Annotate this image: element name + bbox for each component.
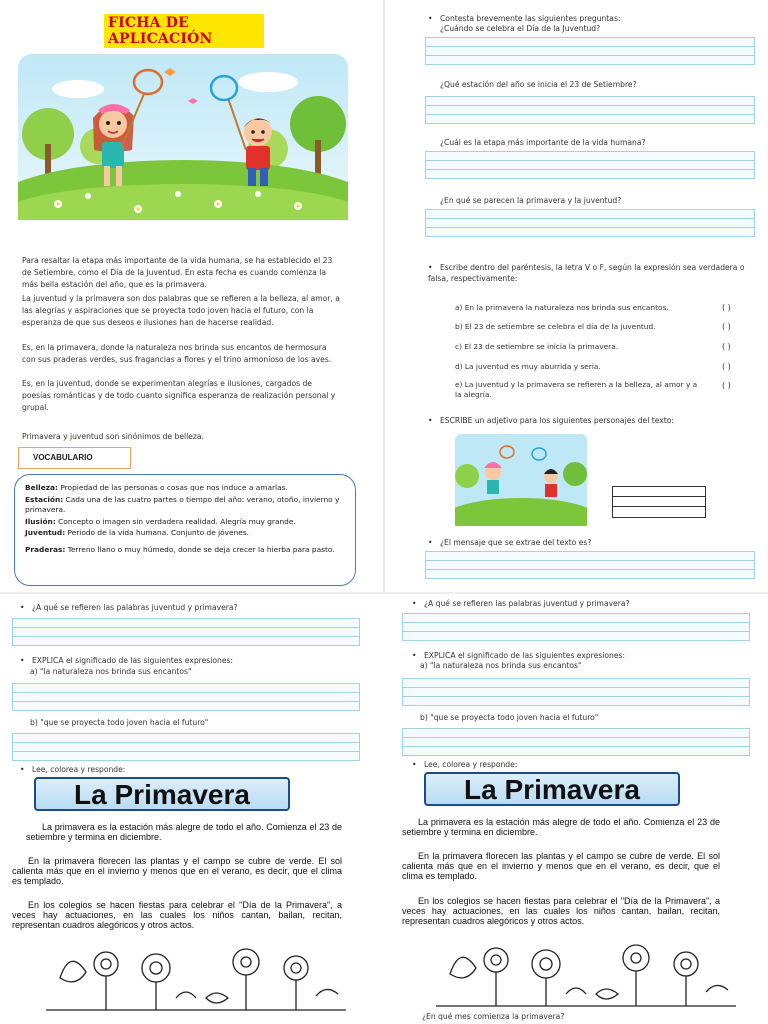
page-divider-vertical: [383, 0, 385, 592]
tf-item-b: b) El 23 de setiembre se celebra el día de la juventud.: [455, 322, 656, 331]
question-4: ¿En qué se parecen la primavera y la juventud?: [440, 196, 622, 205]
worksheet-title: FICHA DE APLICACIÓN: [104, 14, 264, 48]
answer-lines-words-copy[interactable]: [402, 613, 750, 641]
primavera-paragraph-3: En los colegios se hacen fiestas para celebrar el "Día de la Primavera", a veces hay actuaciones, en las cuales los niños cantan, bailan, recitan, representan cuadros alegóricos y otros actos.: [12, 900, 342, 930]
primavera-paragraph-2: En la primavera florecen las plantas y el campo se cubre de verde. El sol calienta más que en el invierno y menos que en el verano, es decir, que el clima es templado.: [12, 856, 342, 886]
primavera-paragraph-3-copy: En los colegios se hacen fiestas para celebrar el "Día de la Primavera", a veces hay actuaciones, en las cuales los niños cantan, bailan, recitan, representan cuadros alegóricos y otros actos.: [402, 896, 720, 926]
tf-answer-e[interactable]: ( ): [722, 381, 731, 390]
question-2: ¿Qué estación del año se inicia el 23 de Setiembre?: [440, 80, 637, 89]
primavera-banner: La Primavera: [34, 777, 290, 811]
answer-lines-expr-b[interactable]: [12, 733, 360, 761]
answer-lines-2[interactable]: [425, 96, 755, 124]
instruction-adjective: • ESCRIBE un adjetivo para los siguientes personajes del texto:: [428, 416, 754, 426]
answer-lines-message[interactable]: [425, 551, 755, 579]
instruction-answer-questions: • Contesta brevemente las siguientes preguntas:: [428, 14, 748, 24]
instruction-explain-copy: • EXPLICA el significado de las siguientes expresiones:: [412, 651, 752, 661]
question-words-meaning-copy: • ¿A qué se refieren las palabras juventud y primavera?: [412, 599, 752, 609]
instruction-read-color: • Lee, colorea y responde:: [20, 765, 360, 775]
tf-item-c: c) El 23 de setiembre se inicia la primavera.: [455, 342, 619, 351]
vocab-entry: Praderas: Terreno llano o muy húmedo, donde se deja crecer la hierba para pasto.: [25, 544, 335, 554]
adjective-answer-table[interactable]: [612, 486, 706, 518]
tf-answer-a[interactable]: ( ): [722, 303, 731, 312]
intro-paragraph-1: Para resaltar la etapa más importante de la vida humana, se ha establecido el 23 de Setiembre, como el Día de la Juventud. En esta fecha es cuando comienza la más bella estación del año, que es la primavera.: [22, 256, 333, 289]
vocab-entry: Belleza: Propiedad de las personas o cosas que nos induce a amarlas.: [25, 483, 288, 492]
answer-lines-3[interactable]: [425, 151, 755, 179]
expression-b-copy: b) "que se proyecta todo joven hacia el futuro": [420, 713, 599, 722]
expression-a: a) "la naturaleza nos brinda sus encantos": [30, 667, 192, 676]
answer-lines-words[interactable]: [12, 618, 360, 646]
tf-item-a: a) En la primavera la naturaleza nos brinda sus encantos.: [455, 303, 669, 312]
expression-b: b) "que se proyecta todo joven hacia el futuro": [30, 718, 209, 727]
final-question: ¿En qué mes comienza la primavera?: [422, 1012, 565, 1021]
vocab-entry: Juventud: Periodo de la vida humana. Conjunto de jóvenes.: [25, 528, 250, 537]
flowers-coloring-illustration-copy: [436, 934, 736, 1008]
expression-a-copy: a) "la naturaleza nos brinda sus encantos": [420, 661, 582, 670]
message-question: • ¿El mensaje que se extrae del texto es?: [428, 538, 754, 548]
intro-paragraph-4: Es, en la juventud, donde se experimentan alegrías e ilusiones, cargados de poesías románticas y de todo cuanto significa esperanza de realización personal y grupal.: [22, 379, 336, 412]
tf-item-e: e) La juventud y la primavera se refieren a la belleza, al amor y a la alegría.: [455, 380, 698, 399]
answer-lines-expr-a-copy[interactable]: [402, 678, 750, 706]
answer-lines-expr-b-copy[interactable]: [402, 728, 750, 756]
answer-lines-1[interactable]: [425, 37, 755, 65]
intro-paragraph-3: Es, en la primavera, donde la naturaleza nos brinda sus encantos de hermosura con sus praderas verdes, sus fragancias a flores y el trino armonioso de los aves.: [22, 343, 332, 364]
intro-paragraph-5: Primavera y juventud son sinónimos de belleza.: [22, 432, 204, 441]
primavera-paragraph-2-copy: En la primavera florecen las plantas y el campo se cubre de verde. El sol calienta más que en el invierno y menos que en el verano, es decir, que el clima es templado.: [402, 851, 720, 881]
page-divider-horizontal: [0, 592, 768, 594]
instruction-true-false: • Escribe dentro del paréntesis, la letra V o F, según la expresión sea verdadera o falsa, respectivamente:: [428, 262, 754, 284]
vocab-entry: Estación: Cada una de las cuatro partes o tiempo del año: verano, otoño, invierno y primavera.: [25, 494, 340, 514]
tf-answer-d[interactable]: ( ): [722, 362, 731, 371]
question-3: ¿Cuál es la etapa más importante de la vida humana?: [440, 138, 646, 147]
vocabulary-box: [14, 474, 356, 586]
kids-thumbnail-illustration: [455, 434, 587, 526]
instruction-read-color-copy: • Lee, colorea y responde:: [412, 760, 752, 770]
intro-paragraph-2: La juventud y la primavera son dos palabras que se refieren a la belleza, al amor, a las alegrías y aspiraciones que se proyecta todo joven hacia el futuro, con la esperanza de que sus deseos e ilusiones han de hacerse realidad.: [22, 294, 340, 327]
vocabulary-label: VOCABULARIO: [18, 447, 131, 469]
vocab-entry: Ilusión: Concepto o imagen sin verdadera realidad. Alegría muy grande.: [25, 516, 296, 526]
answer-lines-expr-a[interactable]: [12, 683, 360, 711]
primavera-paragraph-1: La primavera es la estación más alegre de todo el año. Comienza el 23 de setiembre y termina en diciembre.: [26, 822, 342, 842]
answer-lines-4[interactable]: [425, 209, 755, 237]
tf-item-d: d) La juventud es muy aburrida y seria.: [455, 362, 601, 371]
flowers-coloring-illustration: [46, 938, 346, 1012]
instruction-explain: • EXPLICA el significado de las siguientes expresiones:: [20, 656, 360, 666]
tf-answer-c[interactable]: ( ): [722, 342, 731, 351]
question-1: ¿Cuándo se celebra el Día de la Juventud?: [440, 24, 601, 33]
kids-meadow-illustration: [18, 54, 348, 220]
question-words-meaning: • ¿A qué se refieren las palabras juventud y primavera?: [20, 603, 360, 613]
primavera-paragraph-1-copy: La primavera es la estación más alegre de todo el año. Comienza el 23 de setiembre y termina en diciembre.: [402, 817, 720, 837]
primavera-banner-copy: La Primavera: [424, 772, 680, 806]
tf-answer-b[interactable]: ( ): [722, 322, 731, 331]
